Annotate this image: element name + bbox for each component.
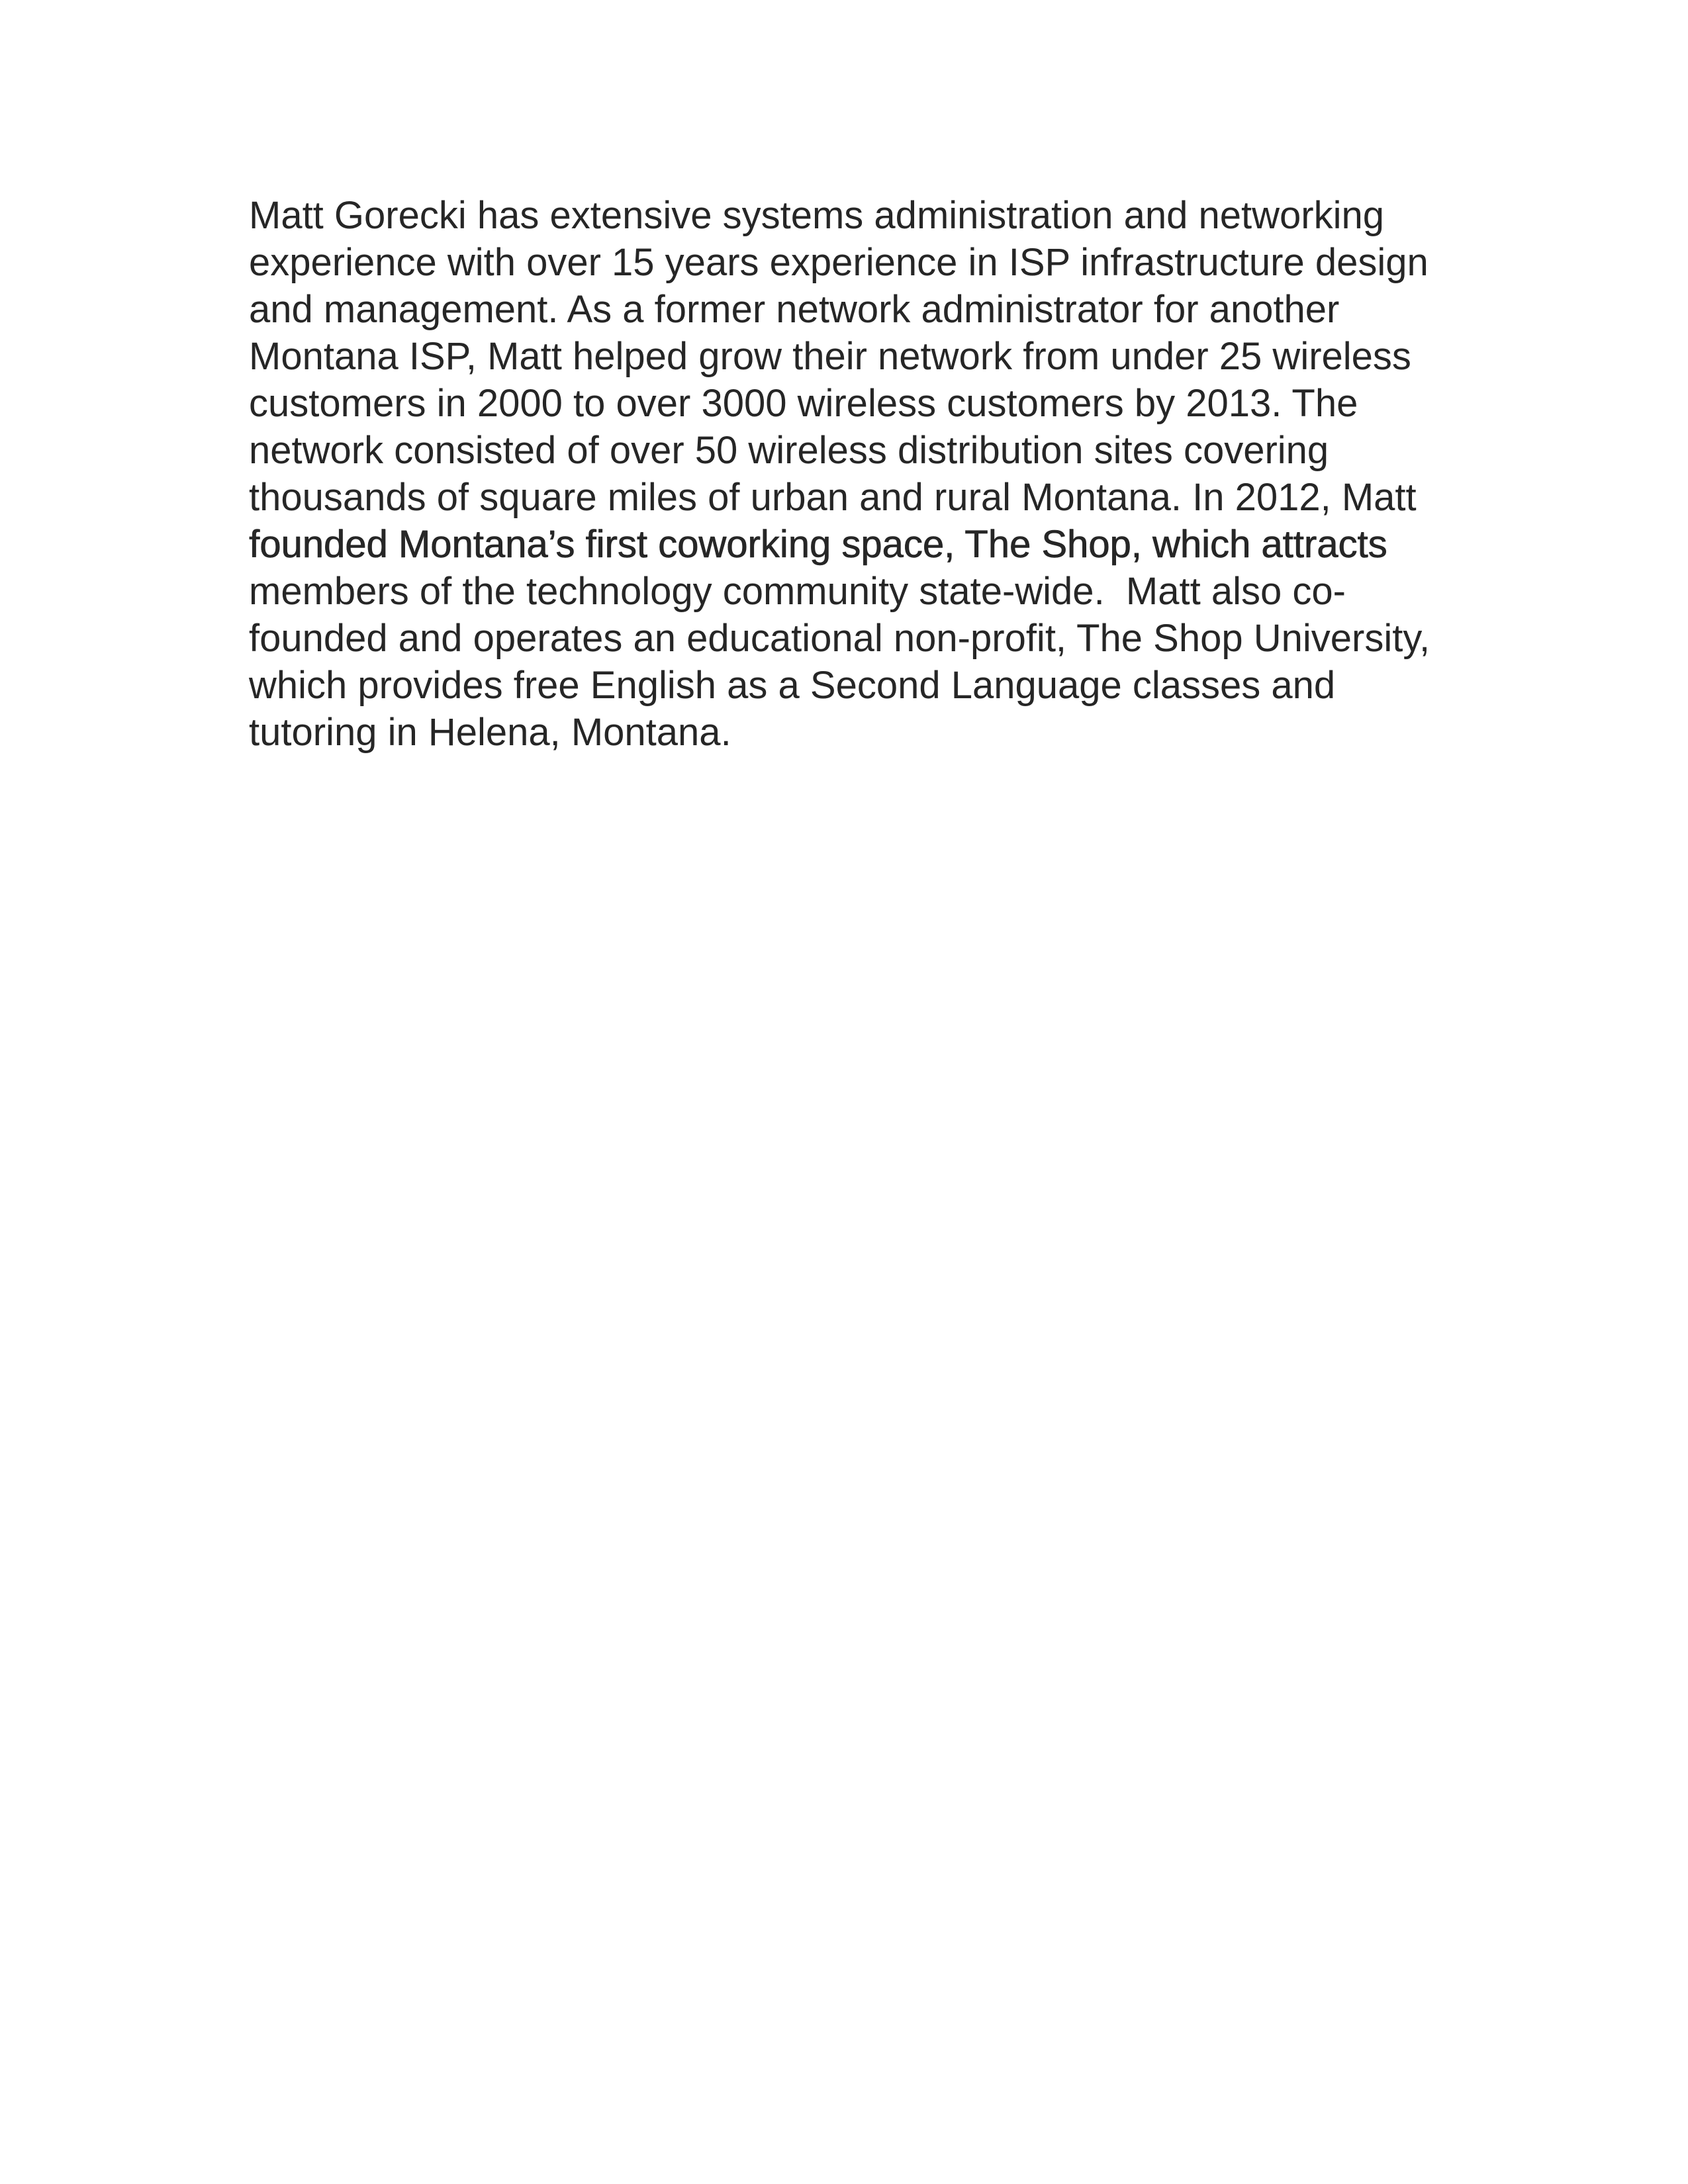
paragraph-line: Montana ISP, Matt helped grow their network from under 25 wireless [249,335,1411,378]
paragraph-line: Matt Gorecki has extensive systems administration and networking [249,194,1384,237]
paragraph-line: and management. As a former network administrator for another [249,288,1340,331]
paragraph-line: network consisted of over 50 wireless distribution sites covering [249,429,1329,472]
bio-paragraph [249,192,1440,756]
paragraph-line: thousands of square miles of urban and rural Montana. In 2012, Matt [249,476,1417,519]
paragraph-line: customers in 2000 to over 3000 wireless customers by 2013. The [249,382,1358,425]
paragraph-line: which provides free English as a Second Language classes and [249,664,1336,707]
paragraph-line: tutoring in Helena, Montana. [249,711,731,754]
paragraph-line: founded Montana’s first coworking space, The Shop, which attracts [249,523,1387,566]
paragraph-line: experience with over 15 years experience in ISP infrastructure design [249,241,1429,284]
paragraph-line: founded and operates an educational non-profit, The Shop University, [249,617,1430,660]
paragraph-line: members of the technology community state-wide. Matt also co- [249,570,1346,613]
